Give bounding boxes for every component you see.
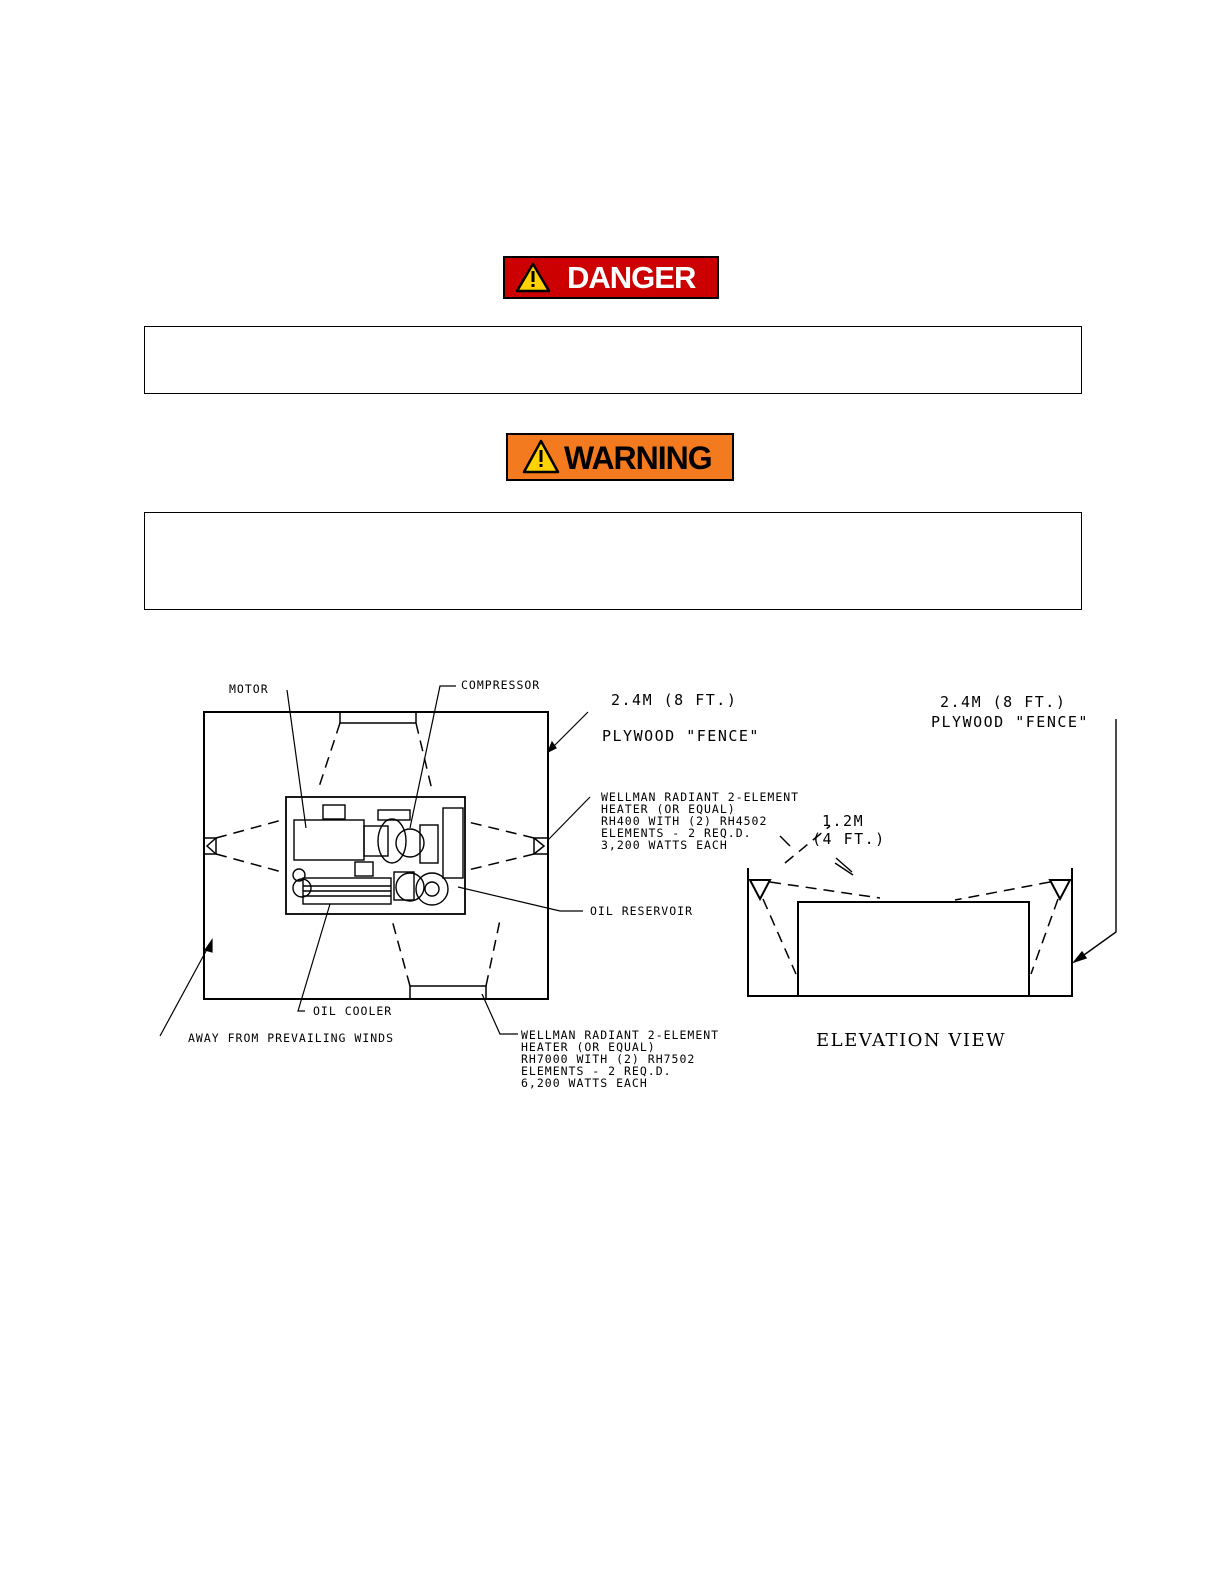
heater-bottom-line-3: RH7000 WITH (2) RH7502 bbox=[521, 1052, 696, 1066]
plan-fence-label-1: 2.4M (8 FT.) bbox=[611, 691, 738, 709]
heater-side-line-3: RH400 WITH (2) RH4502 bbox=[601, 814, 768, 828]
oil-reservoir-label: OIL RESERVOIR bbox=[590, 904, 694, 918]
plan-fence-label-2: PLYWOOD "FENCE" bbox=[602, 727, 760, 745]
elevation-fence-label-1: 2.4M (8 FT.) bbox=[940, 693, 1067, 711]
elevation-dimension-label-2: (4 FT.) bbox=[812, 830, 886, 848]
heater-top bbox=[340, 712, 416, 723]
elevation-compressor bbox=[798, 902, 1029, 996]
heater-bottom-line-2: HEATER (OR EQUAL) bbox=[521, 1040, 656, 1054]
elevation-dimension-label-1: 1.2M bbox=[822, 812, 865, 830]
prevailing-winds-label: AWAY FROM PREVAILING WINDS bbox=[188, 1031, 395, 1045]
warning-label: WARNING bbox=[564, 440, 712, 476]
elevation-view-title: ELEVATION VIEW bbox=[816, 1030, 1007, 1051]
heater-bottom bbox=[410, 986, 486, 999]
heater-bottom-line-5: 6,200 WATTS EACH bbox=[521, 1076, 648, 1090]
oil-cooler-label: OIL COOLER bbox=[313, 1004, 393, 1018]
motor-label: MOTOR bbox=[229, 682, 269, 696]
heater-side-line-4: ELEMENTS - 2 REQ.D. bbox=[601, 826, 752, 840]
heater-side-line-5: 3,200 WATTS EACH bbox=[601, 838, 728, 852]
heater-side-line-1: WELLMAN RADIANT 2-ELEMENT bbox=[601, 790, 800, 804]
elevation-heater-right bbox=[1050, 880, 1070, 899]
danger-label: DANGER bbox=[567, 260, 696, 295]
elevation-fence-label-2: PLYWOOD "FENCE" bbox=[931, 713, 1089, 731]
compressor-label: COMPRESSOR bbox=[461, 678, 541, 692]
elevation-heater-left bbox=[750, 880, 770, 899]
heater-side-line-2: HEATER (OR EQUAL) bbox=[601, 802, 736, 816]
heater-bottom-line-1: WELLMAN RADIANT 2-ELEMENT bbox=[521, 1028, 720, 1042]
compressor-internals bbox=[293, 805, 463, 905]
heater-bottom-line-4: ELEMENTS - 2 REQ.D. bbox=[521, 1064, 672, 1078]
